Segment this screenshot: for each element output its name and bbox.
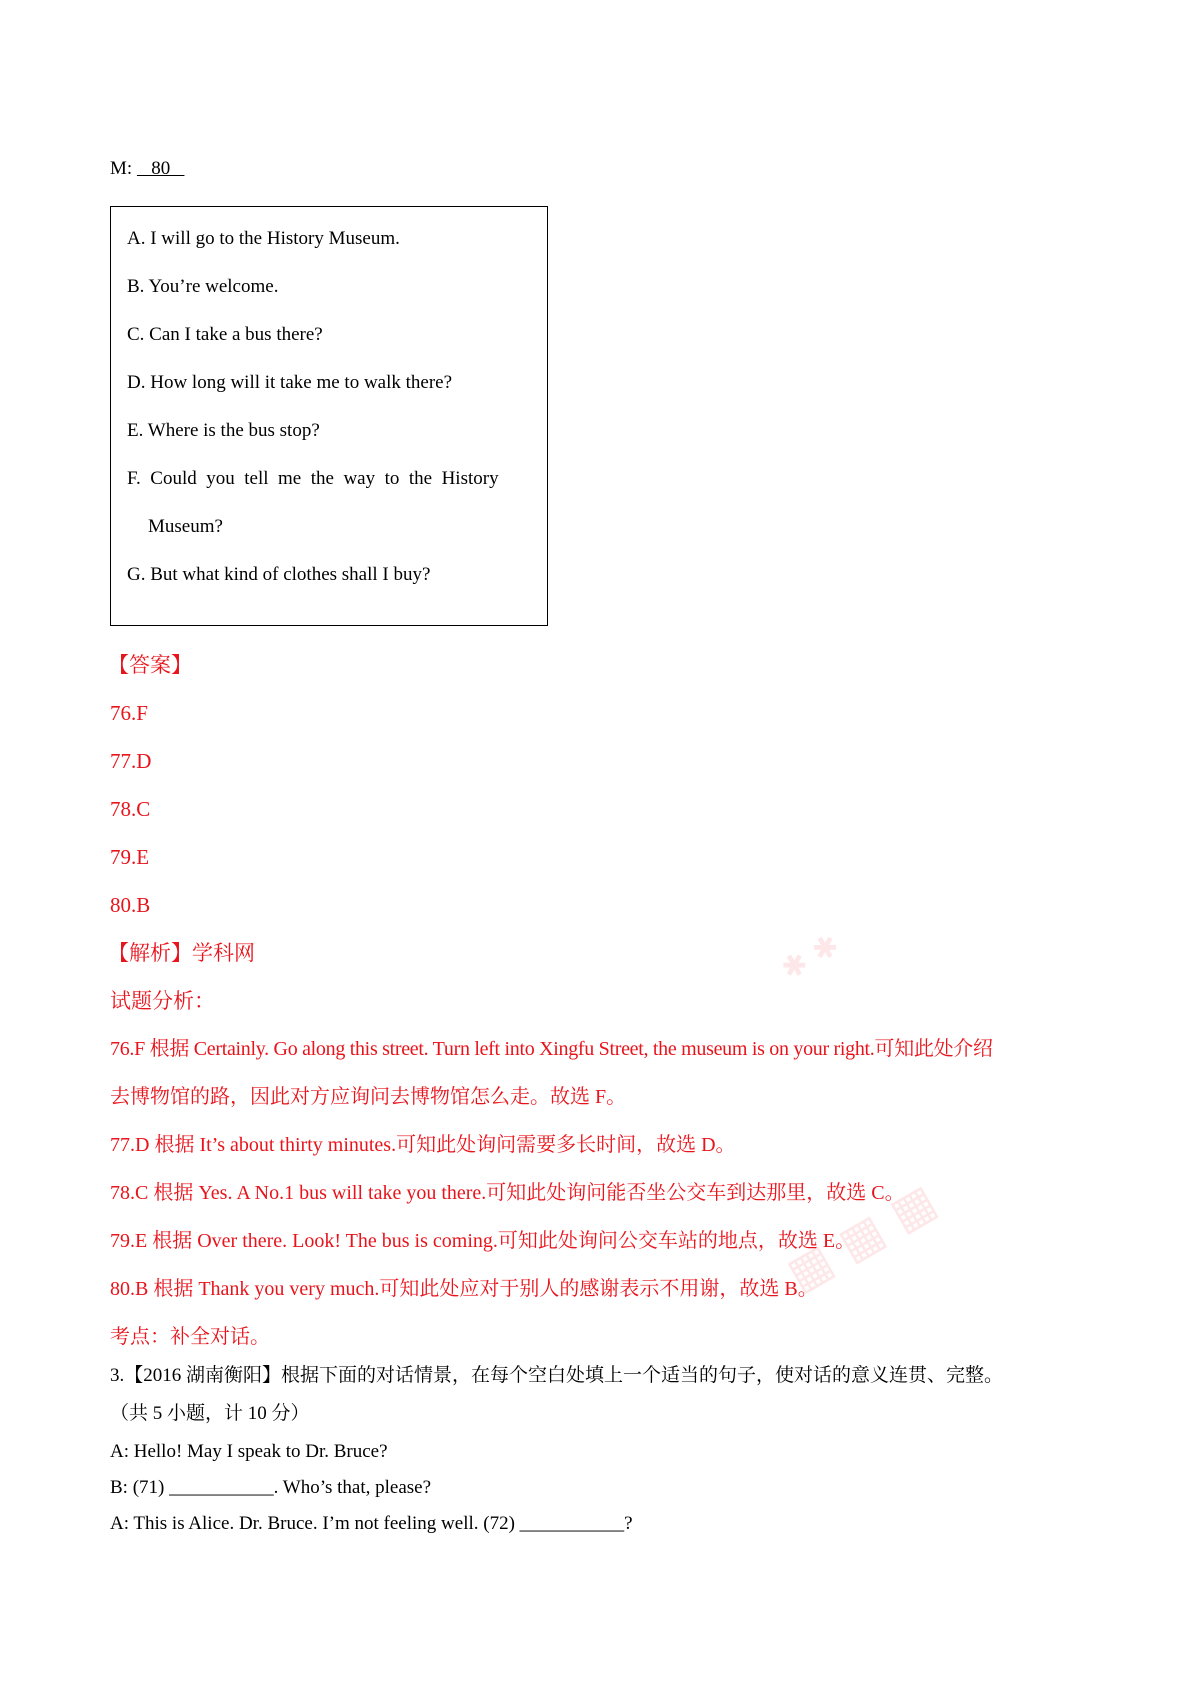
option-d: D. How long will it take me to walk there?	[127, 372, 453, 393]
analysis-line: 80.B 根据 Thank you very much.可知此处应对于别人的感谢表示不用谢，故选 B。	[110, 1278, 818, 1300]
analysis-line: 76.F 根据 Certainly. Go along this street. Turn left into Xingfu Street, the museum is on your right.可知此处介绍	[110, 1038, 993, 1060]
option-b: B. You’re welcome.	[127, 276, 279, 297]
analysis-line: 去博物馆的路，因此对方应询问去博物馆怎么走。故选 F。	[110, 1086, 627, 1108]
answer-heading: 【答案】	[108, 653, 192, 677]
options-box	[110, 206, 548, 626]
option-f: F. Could you tell me the way to the History	[127, 468, 499, 489]
speaker-label: M:	[110, 158, 133, 179]
kaodian-note: 考点：补全对话。	[110, 1326, 270, 1348]
analysis-heading: 【解析】学科网	[108, 941, 255, 965]
option-a: A. I will go to the History Museum.	[127, 228, 400, 249]
analysis-subheading: 试题分析：	[110, 989, 215, 1013]
option-c: C. Can I take a bus there?	[127, 324, 323, 345]
option-g: G. But what kind of clothes shall I buy?	[127, 564, 431, 585]
answer-item: 80.B	[110, 893, 151, 917]
question-title: 3.【2016 湖南衡阳】根据下面的对话情景，在每个空白处填上一个适当的句子，使对话的意义连贯、完整。	[110, 1365, 1004, 1386]
analysis-line: 77.D 根据 It’s about thirty minutes.可知此处询问需要多长时间，故选 D。	[110, 1134, 736, 1156]
analysis-line: 78.C 根据 Yes. A No.1 bus will take you there.可知此处询问能否坐公交车到达那里，故选 C。	[110, 1182, 905, 1204]
answer-blank: 80	[136, 158, 185, 179]
question-score: （共 5 小题，计 10 分）	[110, 1403, 310, 1424]
watermark-stamp: ✱ ✱	[775, 927, 846, 988]
answer-item: 78.C	[110, 797, 151, 821]
dialogue-line: A: Hello! May I speak to Dr. Bruce?	[110, 1441, 388, 1462]
dialogue-line: B: (71) ___________. Who’s that, please?	[110, 1477, 432, 1498]
prompt-line	[110, 157, 184, 181]
answer-item: 76.F	[110, 701, 148, 725]
answer-item: 77.D	[110, 749, 152, 773]
option-f-continued: Museum?	[148, 516, 223, 537]
option-e: E. Where is the bus stop?	[127, 420, 320, 441]
dialogue-line: A: This is Alice. Dr. Bruce. I’m not feeling well. (72) ___________?	[110, 1513, 633, 1534]
answer-item: 79.E	[110, 845, 150, 869]
analysis-line: 79.E 根据 Over there. Look! The bus is coming.可知此处询问公交车站的地点，故选 E。	[110, 1230, 856, 1252]
watermark-stamp: ▦ ▦ ▦	[777, 1173, 946, 1301]
